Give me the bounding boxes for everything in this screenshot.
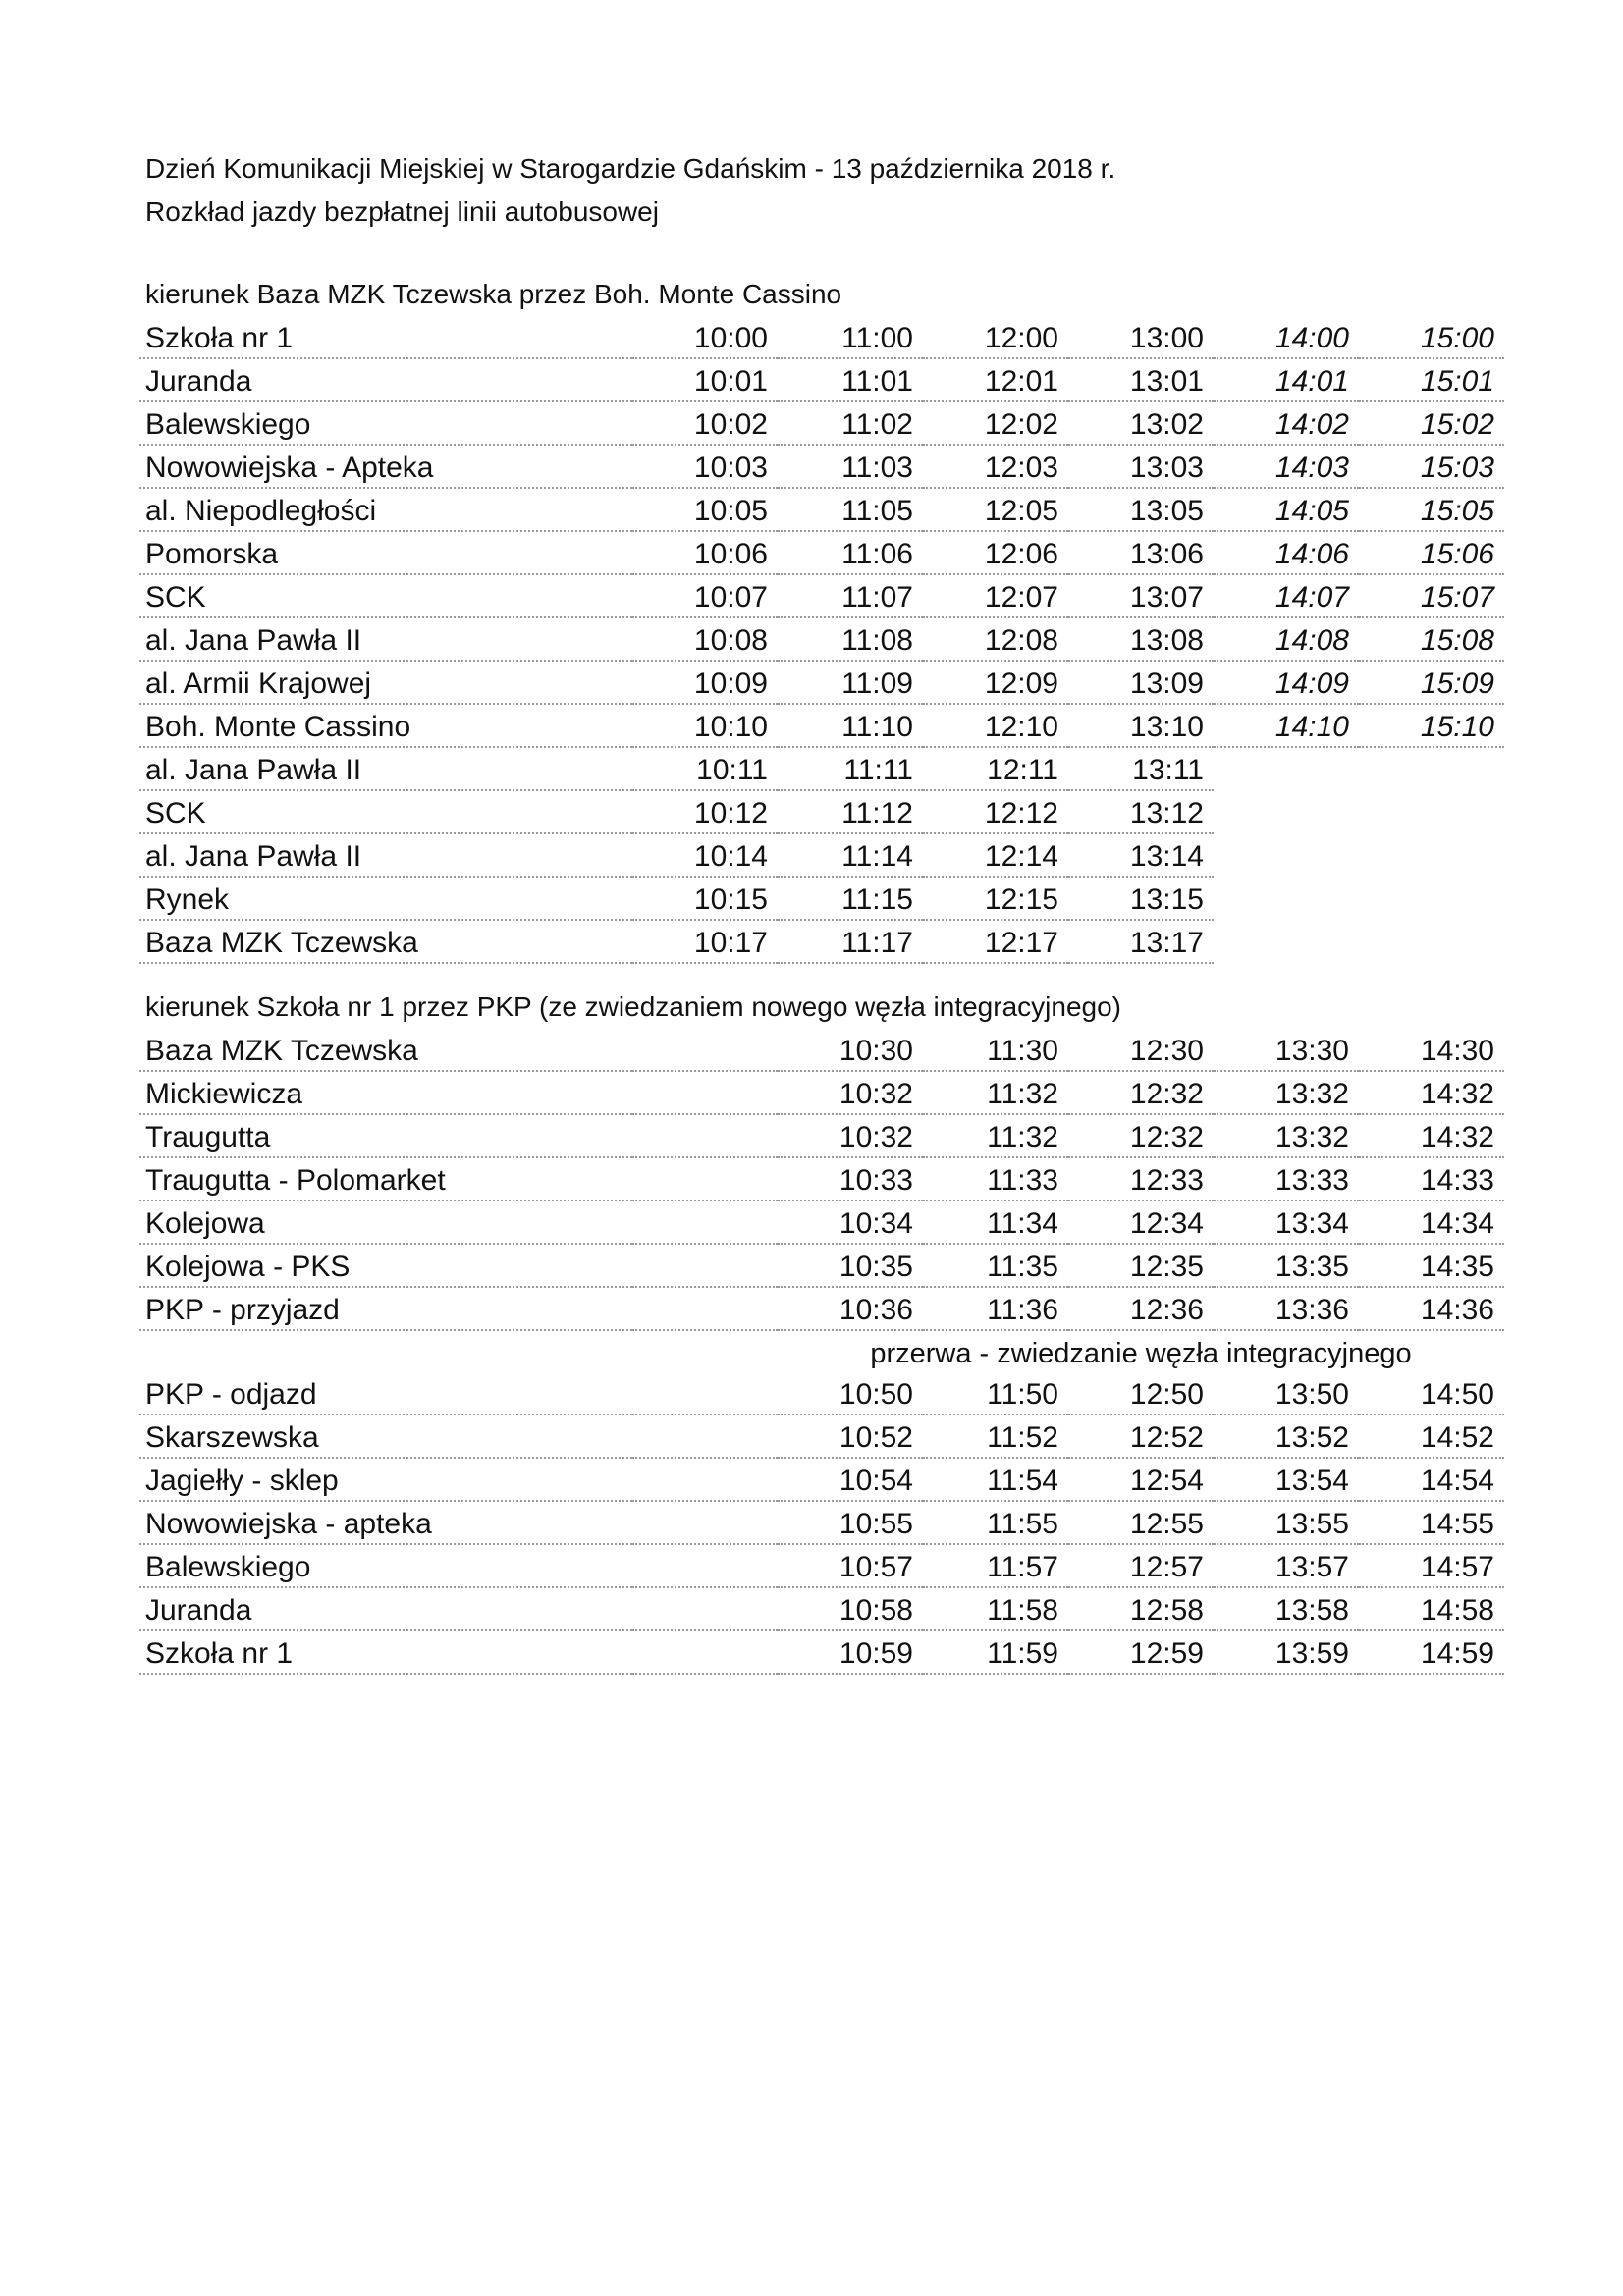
departure-time: 13:08 <box>1068 617 1214 661</box>
departure-time: 13:55 <box>1214 1501 1359 1544</box>
departure-time: 11:30 <box>923 1029 1068 1071</box>
departure-time: 14:34 <box>1359 1201 1504 1244</box>
departure-time: 11:15 <box>778 877 923 920</box>
table-row <box>139 1244 1504 1287</box>
departure-time: 14:59 <box>1359 1630 1504 1674</box>
departure-time: 11:57 <box>923 1544 1068 1587</box>
departure-time: 14:07 <box>1214 574 1359 617</box>
empty-cell <box>632 1071 778 1114</box>
departure-time: 11:02 <box>778 401 923 445</box>
departure-time: 11:36 <box>923 1287 1068 1330</box>
departure-time: 15:06 <box>1359 531 1504 574</box>
route1-timetable <box>139 316 1504 964</box>
departure-time: 11:11 <box>778 747 923 790</box>
stop-name: Juranda <box>139 358 632 401</box>
departure-time: 11:58 <box>923 1587 1068 1630</box>
table-row <box>139 747 1504 790</box>
departure-time: 12:32 <box>1068 1114 1214 1157</box>
departure-time: 10:03 <box>632 445 778 488</box>
departure-time: 10:58 <box>778 1587 923 1630</box>
departure-time: 13:14 <box>1068 833 1214 877</box>
empty-cell <box>632 1201 778 1244</box>
departure-time <box>1359 833 1504 877</box>
stop-name: Balewskiego <box>139 401 632 445</box>
table-row <box>139 1372 1504 1415</box>
departure-time: 11:03 <box>778 445 923 488</box>
departure-time: 14:05 <box>1214 488 1359 531</box>
departure-time: 14:06 <box>1214 531 1359 574</box>
departure-time: 14:32 <box>1359 1071 1504 1114</box>
table-row <box>139 316 1504 358</box>
departure-time <box>1214 833 1359 877</box>
departure-time: 12:15 <box>923 877 1068 920</box>
departure-time: 13:02 <box>1068 401 1214 445</box>
stop-name: al. Niepodległości <box>139 488 632 531</box>
departure-time: 14:36 <box>1359 1287 1504 1330</box>
departure-time: 11:34 <box>923 1201 1068 1244</box>
departure-time: 12:50 <box>1068 1372 1214 1415</box>
departure-time: 13:36 <box>1214 1287 1359 1330</box>
document-subtitle: Rozkład jazdy bezpłatnej linii autobusowej <box>145 196 659 227</box>
break-note: przerwa - zwiedzanie węzła integracyjnego <box>870 1338 1412 1369</box>
departure-time: 13:09 <box>1068 661 1214 704</box>
table-row <box>139 790 1504 833</box>
departure-time: 11:12 <box>778 790 923 833</box>
stop-name: PKP - odjazd <box>139 1372 632 1415</box>
departure-time: 14:54 <box>1359 1458 1504 1501</box>
departure-time: 15:08 <box>1359 617 1504 661</box>
table-row <box>139 704 1504 747</box>
departure-time: 15:01 <box>1359 358 1504 401</box>
departure-time: 12:54 <box>1068 1458 1214 1501</box>
stop-name: al. Jana Pawła II <box>139 747 632 790</box>
table-row <box>139 1630 1504 1674</box>
empty-cell <box>632 1029 778 1071</box>
departure-time: 12:36 <box>1068 1287 1214 1330</box>
departure-time: 10:09 <box>632 661 778 704</box>
departure-time: 12:09 <box>923 661 1068 704</box>
departure-time: 12:59 <box>1068 1630 1214 1674</box>
empty-cell <box>632 1157 778 1201</box>
departure-time: 13:32 <box>1214 1114 1359 1157</box>
stop-name: Traugutta <box>139 1114 632 1157</box>
departure-time <box>1214 877 1359 920</box>
departure-time: 13:01 <box>1068 358 1214 401</box>
stop-name: Juranda <box>139 1587 632 1630</box>
table-row <box>139 1587 1504 1630</box>
departure-time: 12:05 <box>923 488 1068 531</box>
stop-name: Rynek <box>139 877 632 920</box>
empty-cell <box>632 1544 778 1587</box>
empty-cell <box>139 1330 632 1372</box>
departure-time: 12:08 <box>923 617 1068 661</box>
departure-time: 14:03 <box>1214 445 1359 488</box>
stop-name: Pomorska <box>139 531 632 574</box>
stop-name: Traugutta - Polomarket <box>139 1157 632 1201</box>
departure-time: 13:17 <box>1068 920 1214 963</box>
empty-cell <box>632 1244 778 1287</box>
departure-time: 10:55 <box>778 1501 923 1544</box>
break-row <box>139 1330 1504 1372</box>
departure-time: 12:30 <box>1068 1029 1214 1071</box>
table-row <box>139 574 1504 617</box>
table-row <box>139 1071 1504 1114</box>
departure-time: 10:32 <box>778 1114 923 1157</box>
departure-time: 10:52 <box>778 1415 923 1458</box>
departure-time: 14:35 <box>1359 1244 1504 1287</box>
departure-time: 12:52 <box>1068 1415 1214 1458</box>
departure-time: 12:11 <box>923 747 1068 790</box>
departure-time: 12:58 <box>1068 1587 1214 1630</box>
departure-time: 10:12 <box>632 790 778 833</box>
departure-time: 13:52 <box>1214 1415 1359 1458</box>
departure-time: 13:35 <box>1214 1244 1359 1287</box>
table-row <box>139 531 1504 574</box>
departure-time: 11:55 <box>923 1501 1068 1544</box>
departure-time: 13:57 <box>1214 1544 1359 1587</box>
departure-time: 12:02 <box>923 401 1068 445</box>
departure-time: 13:05 <box>1068 488 1214 531</box>
departure-time: 10:33 <box>778 1157 923 1201</box>
table-row <box>139 1501 1504 1544</box>
stop-name: SCK <box>139 790 632 833</box>
departure-time <box>1214 920 1359 963</box>
table-row <box>139 358 1504 401</box>
table-row <box>139 661 1504 704</box>
departure-time: 15:05 <box>1359 488 1504 531</box>
departure-time: 15:02 <box>1359 401 1504 445</box>
departure-time: 15:07 <box>1359 574 1504 617</box>
departure-time: 14:01 <box>1214 358 1359 401</box>
departure-time: 15:00 <box>1359 316 1504 358</box>
departure-time: 14:30 <box>1359 1029 1504 1071</box>
departure-time: 10:11 <box>632 747 778 790</box>
departure-time <box>1214 747 1359 790</box>
departure-time: 15:03 <box>1359 445 1504 488</box>
departure-time: 14:50 <box>1359 1372 1504 1415</box>
departure-time: 10:06 <box>632 531 778 574</box>
stop-name: Kolejowa <box>139 1201 632 1244</box>
departure-time: 10:01 <box>632 358 778 401</box>
stop-name: Skarszewska <box>139 1415 632 1458</box>
departure-time: 10:02 <box>632 401 778 445</box>
stop-name: Mickiewicza <box>139 1071 632 1114</box>
departure-time: 13:07 <box>1068 574 1214 617</box>
stop-name: Nowowiejska - Apteka <box>139 445 632 488</box>
route2-timetable <box>139 1029 1504 1675</box>
departure-time: 12:32 <box>1068 1071 1214 1114</box>
departure-time <box>1359 747 1504 790</box>
departure-time: 12:35 <box>1068 1244 1214 1287</box>
departure-time: 12:00 <box>923 316 1068 358</box>
departure-time: 11:32 <box>923 1114 1068 1157</box>
empty-cell <box>632 1372 778 1415</box>
departure-time: 10:15 <box>632 877 778 920</box>
table-row <box>139 1201 1504 1244</box>
departure-time: 12:33 <box>1068 1157 1214 1201</box>
departure-time: 11:09 <box>778 661 923 704</box>
departure-time: 11:52 <box>923 1415 1068 1458</box>
departure-time: 11:01 <box>778 358 923 401</box>
table-row <box>139 833 1504 877</box>
stop-name: al. Jana Pawła II <box>139 833 632 877</box>
departure-time: 11:10 <box>778 704 923 747</box>
departure-time: 10:35 <box>778 1244 923 1287</box>
departure-time: 14:09 <box>1214 661 1359 704</box>
departure-time: 10:10 <box>632 704 778 747</box>
table-row <box>139 1415 1504 1458</box>
departure-time: 12:07 <box>923 574 1068 617</box>
departure-time: 12:03 <box>923 445 1068 488</box>
empty-cell <box>632 1458 778 1501</box>
route1-title: kierunek Baza MZK Tczewska przez Boh. Monte Cassino <box>145 279 842 309</box>
table-row <box>139 1544 1504 1587</box>
departure-time: 13:33 <box>1214 1157 1359 1201</box>
empty-cell <box>632 1287 778 1330</box>
departure-time: 13:10 <box>1068 704 1214 747</box>
departure-time: 13:58 <box>1214 1587 1359 1630</box>
departure-time: 13:12 <box>1068 790 1214 833</box>
departure-time: 10:07 <box>632 574 778 617</box>
departure-time: 11:00 <box>778 316 923 358</box>
departure-time: 13:59 <box>1214 1630 1359 1674</box>
stop-name: Baza MZK Tczewska <box>139 920 632 963</box>
stop-name: Szkoła nr 1 <box>139 316 632 358</box>
departure-time: 10:36 <box>778 1287 923 1330</box>
departure-time: 10:05 <box>632 488 778 531</box>
departure-time: 13:34 <box>1214 1201 1359 1244</box>
departure-time: 10:57 <box>778 1544 923 1587</box>
stop-name: Baza MZK Tczewska <box>139 1029 632 1071</box>
departure-time <box>1359 790 1504 833</box>
departure-time: 10:32 <box>778 1071 923 1114</box>
stop-name: Jagiełły - sklep <box>139 1458 632 1501</box>
departure-time: 12:01 <box>923 358 1068 401</box>
departure-time: 10:50 <box>778 1372 923 1415</box>
departure-time <box>1359 920 1504 963</box>
table-row <box>139 617 1504 661</box>
departure-time: 14:57 <box>1359 1544 1504 1587</box>
departure-time: 14:32 <box>1359 1114 1504 1157</box>
table-row <box>139 445 1504 488</box>
empty-cell <box>632 1501 778 1544</box>
departure-time: 14:08 <box>1214 617 1359 661</box>
empty-cell <box>632 1630 778 1674</box>
departure-time: 14:02 <box>1214 401 1359 445</box>
departure-time <box>1214 790 1359 833</box>
departure-time: 13:06 <box>1068 531 1214 574</box>
table-row <box>139 1287 1504 1330</box>
departure-time: 11:33 <box>923 1157 1068 1201</box>
departure-time: 13:00 <box>1068 316 1214 358</box>
departure-time: 11:08 <box>778 617 923 661</box>
departure-time: 13:03 <box>1068 445 1214 488</box>
stop-name: al. Jana Pawła II <box>139 617 632 661</box>
empty-cell <box>632 1415 778 1458</box>
departure-time: 13:54 <box>1214 1458 1359 1501</box>
departure-time: 14:33 <box>1359 1157 1504 1201</box>
departure-time: 13:11 <box>1068 747 1214 790</box>
departure-time <box>1359 877 1504 920</box>
route2-title: kierunek Szkoła nr 1 przez PKP (ze zwiedzaniem nowego węzła integracyjnego) <box>145 991 1121 1022</box>
departure-time: 14:58 <box>1359 1587 1504 1630</box>
departure-time: 10:30 <box>778 1029 923 1071</box>
departure-time: 10:54 <box>778 1458 923 1501</box>
departure-time: 12:17 <box>923 920 1068 963</box>
table-row <box>139 1458 1504 1501</box>
table-row <box>139 920 1504 963</box>
departure-time: 12:06 <box>923 531 1068 574</box>
departure-time: 13:50 <box>1214 1372 1359 1415</box>
departure-time: 10:00 <box>632 316 778 358</box>
empty-cell <box>632 1330 778 1372</box>
table-row <box>139 488 1504 531</box>
departure-time: 11:14 <box>778 833 923 877</box>
stop-name: PKP - przyjazd <box>139 1287 632 1330</box>
departure-time: 11:59 <box>923 1630 1068 1674</box>
departure-time: 14:10 <box>1214 704 1359 747</box>
departure-time: 15:10 <box>1359 704 1504 747</box>
departure-time: 14:00 <box>1214 316 1359 358</box>
departure-time: 10:59 <box>778 1630 923 1674</box>
stop-name: Balewskiego <box>139 1544 632 1587</box>
departure-time: 11:35 <box>923 1244 1068 1287</box>
empty-cell <box>632 1587 778 1630</box>
departure-time: 12:57 <box>1068 1544 1214 1587</box>
departure-time: 13:15 <box>1068 877 1214 920</box>
stop-name: Nowowiejska - apteka <box>139 1501 632 1544</box>
departure-time: 10:08 <box>632 617 778 661</box>
departure-time: 12:55 <box>1068 1501 1214 1544</box>
departure-time: 10:17 <box>632 920 778 963</box>
departure-time: 11:05 <box>778 488 923 531</box>
departure-time: 13:30 <box>1214 1029 1359 1071</box>
departure-time: 14:55 <box>1359 1501 1504 1544</box>
table-row <box>139 401 1504 445</box>
stop-name: Kolejowa - PKS <box>139 1244 632 1287</box>
departure-time: 15:09 <box>1359 661 1504 704</box>
stop-name: SCK <box>139 574 632 617</box>
table-row <box>139 877 1504 920</box>
departure-time: 11:32 <box>923 1071 1068 1114</box>
departure-time: 11:17 <box>778 920 923 963</box>
stop-name: Szkoła nr 1 <box>139 1630 632 1674</box>
departure-time: 11:06 <box>778 531 923 574</box>
departure-time: 12:12 <box>923 790 1068 833</box>
departure-time: 14:52 <box>1359 1415 1504 1458</box>
departure-time: 11:07 <box>778 574 923 617</box>
departure-time: 11:50 <box>923 1372 1068 1415</box>
departure-time: 11:54 <box>923 1458 1068 1501</box>
document-title: Dzień Komunikacji Miejskiej w Starogardzie Gdańskim - 13 października 2018 r. <box>145 153 1116 184</box>
departure-time: 12:14 <box>923 833 1068 877</box>
table-row <box>139 1114 1504 1157</box>
departure-time: 10:34 <box>778 1201 923 1244</box>
departure-time: 10:14 <box>632 833 778 877</box>
empty-cell <box>632 1114 778 1157</box>
departure-time: 12:34 <box>1068 1201 1214 1244</box>
stop-name: al. Armii Krajowej <box>139 661 632 704</box>
departure-time: 13:32 <box>1214 1071 1359 1114</box>
table-row <box>139 1029 1504 1071</box>
departure-time: 12:10 <box>923 704 1068 747</box>
table-row <box>139 1157 1504 1201</box>
stop-name: Boh. Monte Cassino <box>139 704 632 747</box>
